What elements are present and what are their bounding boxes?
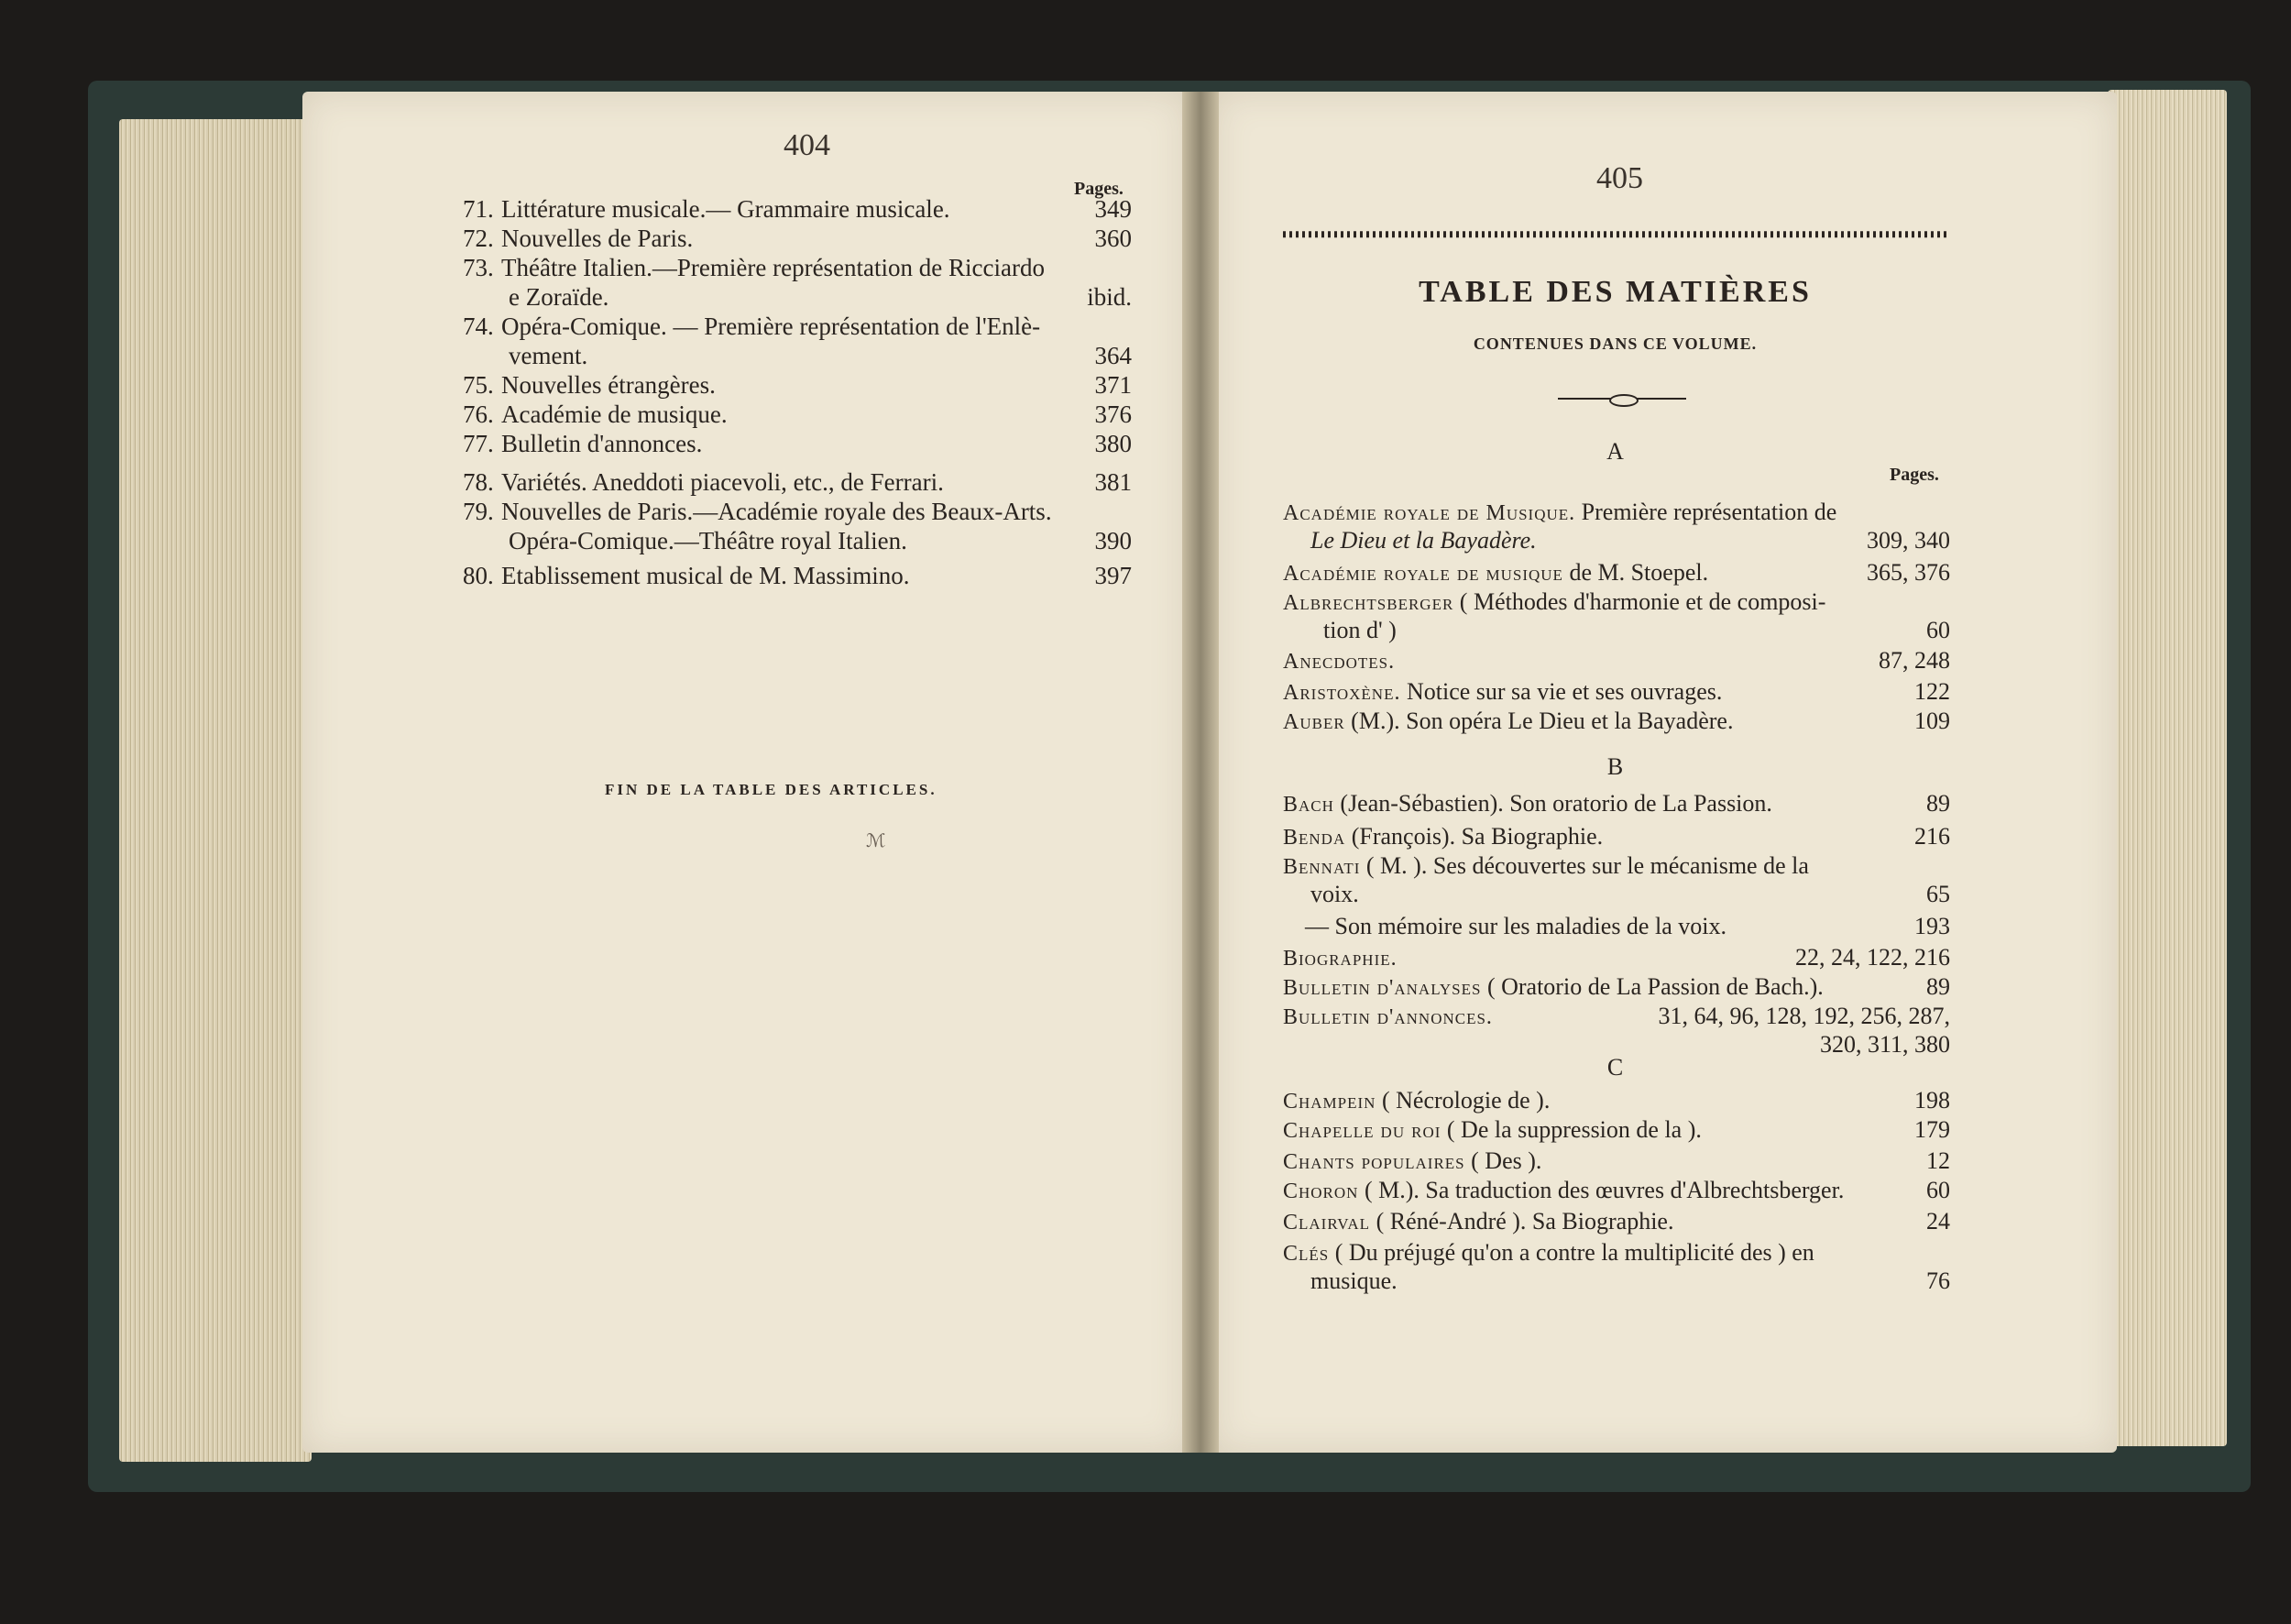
section-letter-b: B bbox=[1606, 753, 1624, 780]
list-item: 76 . Académie de musique. 376 bbox=[463, 400, 1132, 429]
index-entry: Aristoxène. Notice sur sa vie et ses ouvrages. 122 bbox=[1283, 678, 1950, 705]
list-item: 73 . Théâtre Italien.—Première représentation de Ricciardo e Zoraïde. ibid. bbox=[463, 253, 1132, 312]
list-item: 79 . Nouvelles de Paris.—Académie royale des Beaux-Arts. Opéra-Comique.—Théâtre royal Italien. 390 bbox=[463, 497, 1132, 555]
index-entry: Anecdotes. 87, 248 bbox=[1283, 647, 1950, 674]
list-item: 75 . Nouvelles étrangères. 371 bbox=[463, 370, 1132, 400]
index-entry: Bulletin d'analyses ( Oratorio de La Passion de Bach.). 89 bbox=[1283, 973, 1950, 1000]
page-subtitle: CONTENUES DANS CE VOLUME. bbox=[1473, 335, 1758, 353]
left-pages-header: Pages. bbox=[1074, 179, 1124, 199]
index-entry: Albrechtsberger ( Méthodes d'harmonie et de composi- tion d' ) 60 bbox=[1283, 588, 1950, 643]
right-pages-header: Pages. bbox=[1890, 465, 1939, 485]
list-item: 80 . Etablissement musical de M. Massimino. 397 bbox=[463, 561, 1132, 590]
index-entry: Chants populaires ( Des ). 12 bbox=[1283, 1147, 1950, 1174]
index-entry: Auber (M.). Son opéra Le Dieu et la Bayadère. 109 bbox=[1283, 708, 1950, 734]
index-entry: Bennati ( M. ). Ses découvertes sur le mécanisme de la voix. 65 bbox=[1283, 852, 1950, 907]
index-entry: Clés ( Du préjugé qu'on a contre la multiplicité des ) en musique. 76 bbox=[1283, 1239, 1950, 1294]
section-letter-a: A bbox=[1606, 438, 1624, 465]
end-of-articles-note: FIN DE LA TABLE DES ARTICLES. bbox=[605, 781, 937, 798]
index-entry: Chapelle du roi ( De la suppression de la ). 179 bbox=[1283, 1116, 1950, 1143]
list-item: 74 . Opéra-Comique. — Première représentation de l'Enlè- vement. 364 bbox=[463, 312, 1132, 370]
right-page-number: 405 bbox=[1596, 161, 1643, 195]
index-entry: Champein ( Nécrologie de ). 198 bbox=[1283, 1087, 1950, 1114]
list-item: 72 . Nouvelles de Paris. 360 bbox=[463, 224, 1132, 253]
left-page-number: 404 bbox=[784, 128, 830, 162]
ornament-rule-icon bbox=[1558, 392, 1686, 405]
index-entry: Académie royale de Musique. Première représentation de Le Dieu et la Bayadère. 309, 340 bbox=[1283, 499, 1950, 554]
index-entry: Clairval ( Réné-André ). Sa Biographie. 24 bbox=[1283, 1208, 1950, 1234]
page-title: TABLE DES MATIÈRES bbox=[1419, 275, 1812, 309]
list-item: 78 . Variétés. Aneddoti piacevoli, etc., de Ferrari. 381 bbox=[463, 467, 1132, 497]
page-edges-left bbox=[119, 119, 312, 1462]
list-item: 77 . Bulletin d'annonces. 380 bbox=[463, 429, 1132, 458]
index-entry: Bulletin d'annonces. 31, 64, 96, 128, 192, 256, 287, 320, 311, 380 bbox=[1283, 1003, 1950, 1058]
index-entry: Benda (François). Sa Biographie. 216 bbox=[1283, 823, 1950, 850]
list-item: 71 . Littérature musicale.— Grammaire musicale. 349 bbox=[463, 194, 1132, 224]
index-entry: Académie royale de musique de M. Stoepel. 365, 376 bbox=[1283, 559, 1950, 586]
index-entry: — Son mémoire sur les maladies de la voix. 193 bbox=[1305, 913, 1950, 939]
section-letter-c: C bbox=[1606, 1054, 1624, 1081]
index-entry: Biographie. 22, 24, 122, 216 bbox=[1283, 944, 1950, 971]
page-edges-right bbox=[2108, 90, 2227, 1446]
index-entry: Choron ( M.). Sa traduction des œuvres d'Albrechtsberger. 60 bbox=[1283, 1177, 1950, 1203]
index-entry: Bach (Jean-Sébastien). Son oratorio de La Passion. 89 bbox=[1283, 790, 1950, 817]
ornament-icon: ℳ bbox=[866, 831, 886, 851]
book-gutter bbox=[1182, 92, 1219, 1453]
